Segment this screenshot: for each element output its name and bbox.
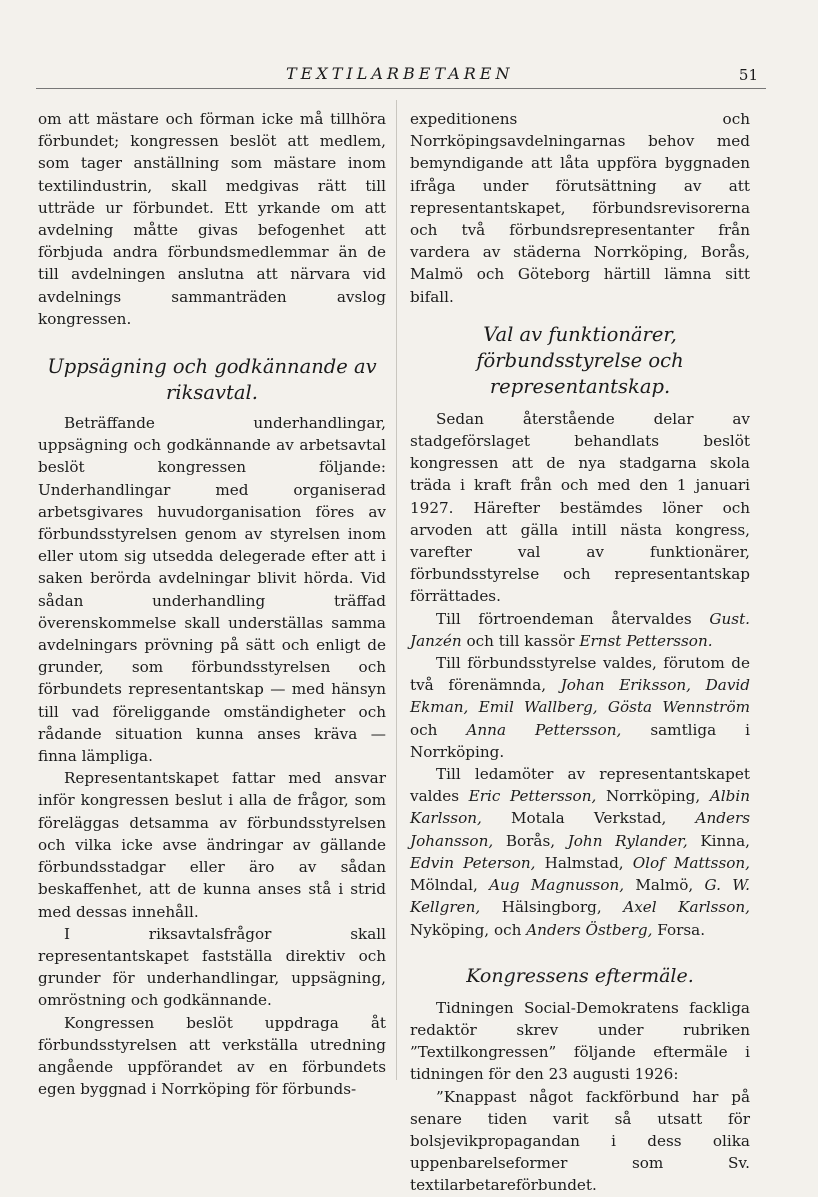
section-heading: Uppsägning och godkännande av riksavtal.	[47, 355, 377, 405]
person-name: Anna Pettersson,	[466, 720, 622, 739]
person-name: Gust. Janzén	[410, 609, 750, 650]
text-run: Till ledamöter av representantskapet valdes	[410, 765, 750, 806]
text-run: Till förbundsstyrelse valdes, förutom de två förenämnda,	[410, 654, 750, 695]
text-run: Nyköping, och	[410, 920, 527, 939]
section-heading: Kongressens eftermäle.	[466, 964, 694, 987]
person-name: Edvin Peterson,	[410, 853, 536, 872]
text-run: Kinna,	[687, 831, 750, 850]
running-header	[36, 60, 766, 89]
person-name: Axel Karlsson,	[623, 898, 750, 917]
text-run: Norrköping,	[596, 787, 710, 806]
text-run: Borås,	[493, 831, 568, 850]
left-column	[38, 108, 386, 1100]
paragraph: I riksavtalsfrågor skall representantskapet fastställa direktiv och grunder för underhandlingar, uppsägning, omröstning och godkännande.	[38, 924, 386, 1010]
text-run: Malmö,	[624, 876, 705, 895]
person-name: Ernst Pettersson.	[579, 631, 713, 650]
paragraph: Sedan återstående delar av stadgeförslaget behandlats beslöt kongressen att de nya stadgarna skola träda i kraft från och med den 1 januari 1927. Härefter bestämdes löner och arvoden att gälla intill nästa kongress, varefter val av funktionärer, förbundsstyrelse och representantskap förrättades.	[410, 409, 750, 606]
text-run: Mölndal,	[410, 876, 490, 895]
person-name: Aug Magnusson,	[489, 876, 625, 895]
paragraph: expeditionens och Norrköpingsavdelningarnas behov med bemyndigande att låta uppföra byggnaden ifråga under förutsättning av att representantskapet, förbundsrevisorerna och två förbundsrepresentanter från vardera av städerna Norrköping, Borås, Malmö och Göteborg härtill lämna sitt bifall.	[410, 110, 750, 306]
text-run: Halmstad,	[535, 853, 633, 872]
person-name: Eric Pettersson,	[468, 787, 597, 806]
paragraph: om att mästare och förman icke må tillhöra förbundet; kongressen beslöt att medlem, som tager anställning som mästare inom textilindustrin, skall medgivas rätt till utträde ur förbundet. Ett yrkande om att avdelning måtte givas befogenhet att förbjuda andra förbundsmedlemmar än de till avdelningen anslutna att närvara vid avdelnings sammanträden avslog kongressen.	[38, 110, 386, 328]
person-name: Anders Johansson,	[410, 809, 750, 850]
person-names: Johan Eriksson, David Ekman, Emil Wallberg, Gösta Wennström	[410, 676, 750, 717]
person-name: Olof Mattsson,	[632, 853, 750, 872]
column-divider	[396, 100, 397, 1080]
text-run: Forsa.	[652, 920, 706, 939]
paragraph: Kongressen beslöt uppdraga åt förbundsstyrelsen att verkställa utredning angående uppförandet av en förbundets egen byggnad i Norrköping för förbunds-	[38, 1013, 386, 1099]
person-name: G. W. Kellgren,	[410, 876, 751, 917]
journal-title: TEXTILARBETAREN	[286, 64, 514, 83]
person-name: Albin Karlsson,	[410, 787, 750, 828]
text-run: och	[410, 720, 467, 739]
text-run: samtliga i Norrköping.	[410, 720, 751, 761]
paragraph	[410, 652, 750, 763]
paragraph	[410, 608, 750, 652]
text-run: Motala Verkstad,	[481, 809, 696, 828]
section-heading: Val av funktionärer, förbundsstyrelse och representantskap.	[476, 322, 684, 398]
paragraph: Representantskapet fattar med ansvar inför kongressen beslut i alla de frågor, som föreläggas detsamma av förbundsstyrelsen och vilka icke avse ändringar av gällande förbundsstadgar eller äro av sådan beskaffenhet, att de kunna anses stå i strid med dessas innehåll.	[38, 769, 386, 921]
right-column	[410, 108, 750, 1197]
person-name: John Rylander,	[567, 831, 688, 850]
paragraph: Beträffande underhandlingar, uppsägning och godkännande av arbetsavtal beslöt kongressen följande: Underhandlingar med organiserad arbetsgivares huvudorganisation föres av förbundsstyrelsen genom av styrelsen inom eller utom sig utsedda delegerade efter att i saken berörda avdelningar blivit hörda. Vid sådan underhandling träffad överenskommelse skall underställas samma avdelningars prövning på sätt och enligt de grunder, som förbundsstyrelsen och förbundets representantskap — med hänsyn till vad föreliggande omständigheter och rådande situation kunna anses kräva — finna lämpliga.	[38, 414, 386, 766]
page-number: 51	[738, 66, 758, 84]
paragraph: ”Knappast något fackförbund har på senare tiden varit så utsatt för bolsjevikpropagandan i dess olika uppenbarelseformer som Sv. textilarbetareförbundet.	[410, 1087, 750, 1195]
text-run: Hälsingborg,	[480, 898, 624, 917]
text-run: och till kassör	[461, 631, 580, 650]
text-run: Till förtroendeman återvaldes	[436, 609, 710, 628]
paragraph: Tidningen Social-Demokratens fackliga redaktör skrev under rubriken ”Textilkongressen” följande eftermäle i tidningen för den 23 augusti 1926:	[410, 998, 750, 1084]
paragraph	[410, 763, 750, 941]
person-name: Anders Östberg,	[526, 920, 653, 939]
